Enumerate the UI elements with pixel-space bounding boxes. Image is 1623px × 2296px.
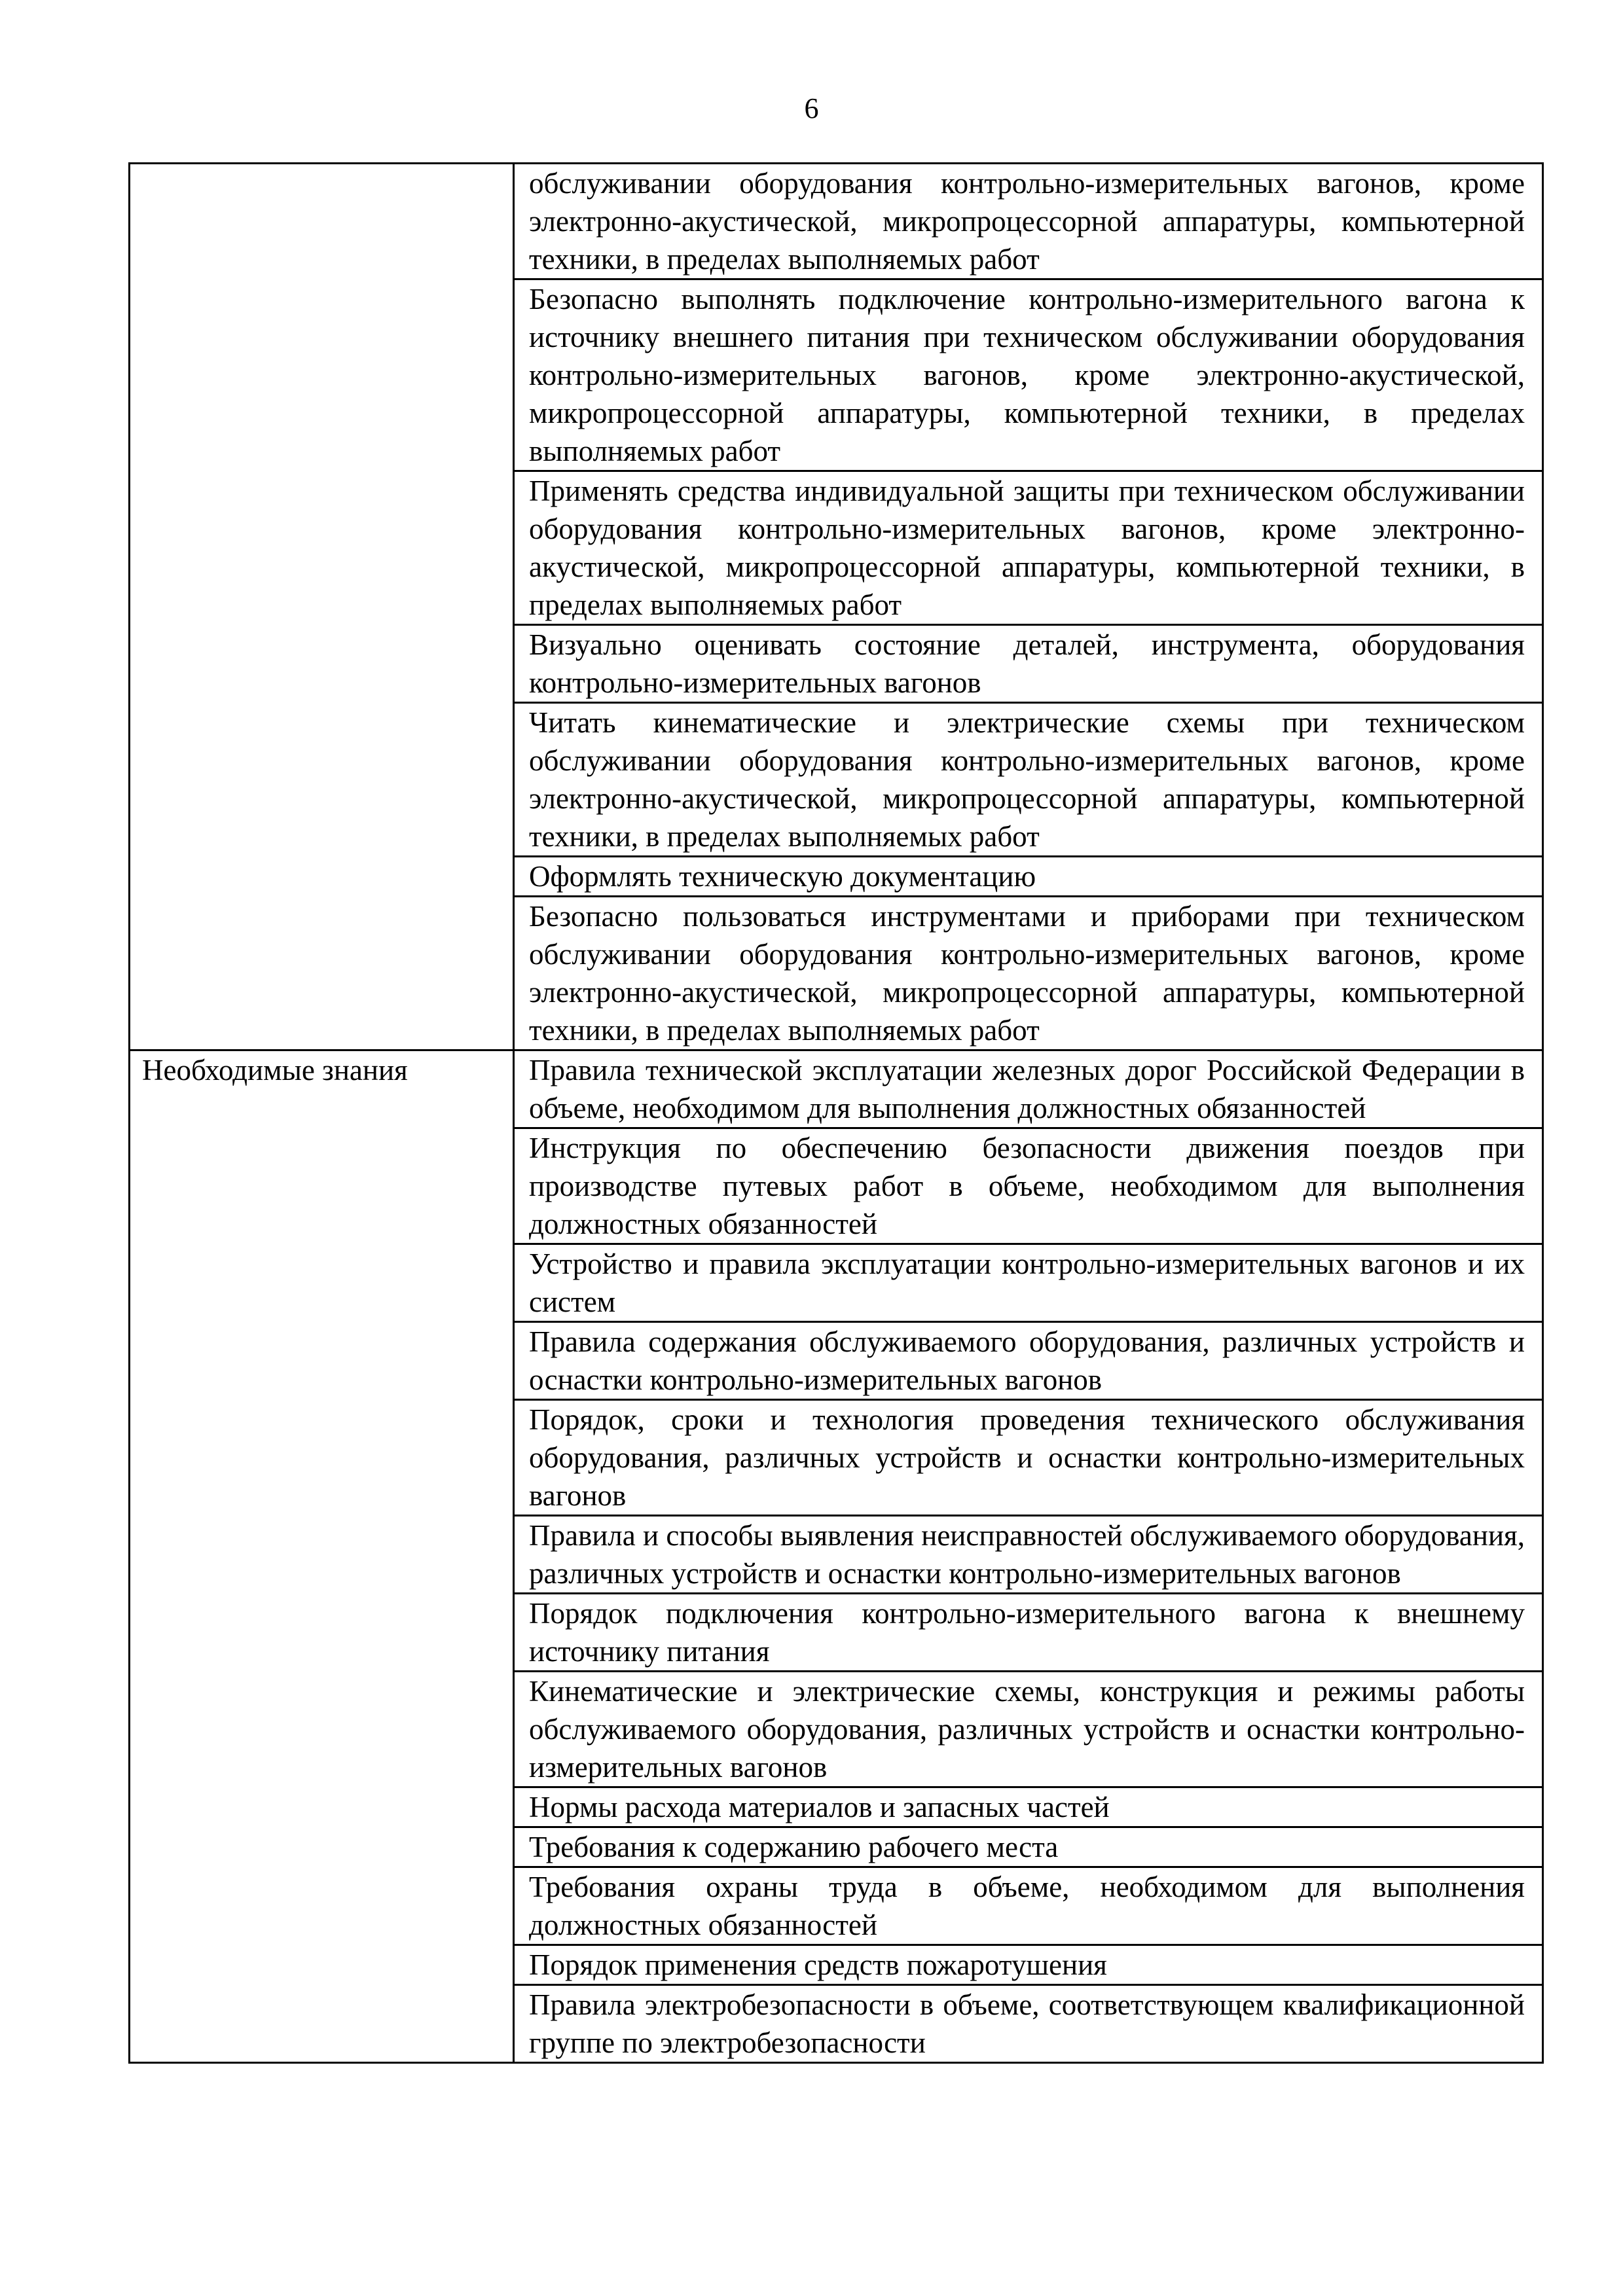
- knowledge-item: Кинематические и электрические схемы, конструкция и режимы работы обслуживаемого оборудования, различных устройств и оснастки контрольно-измерительных вагонов: [514, 1672, 1543, 1787]
- requirements-table: [128, 162, 1544, 2064]
- skills-label-cell-continued: [130, 164, 514, 1050]
- table-row: [130, 164, 1543, 279]
- skill-item: Читать кинематические и электрические схемы при техническом обслуживании оборудования контрольно-измерительных вагонов, кроме электронно-акустической, микропроцессорной аппаратуры, компьютерной техники, в пределах выполняемых работ: [514, 703, 1543, 857]
- knowledge-item: Устройство и правила эксплуатации контрольно-измерительных вагонов и их систем: [514, 1244, 1543, 1322]
- knowledge-item: Правила содержания обслуживаемого оборудования, различных устройств и оснастки контрольно-измерительных вагонов: [514, 1322, 1543, 1400]
- table-row: [130, 1050, 1543, 1128]
- knowledge-label-cell: Необходимые знания: [130, 1050, 514, 2063]
- knowledge-item: Инструкция по обеспечению безопасности движения поездов при производстве путевых работ в объеме, необходимом для выполнения должностных обязанностей: [514, 1128, 1543, 1244]
- skill-item: Безопасно пользоваться инструментами и приборами при техническом обслуживании оборудования контрольно-измерительных вагонов, кроме электронно-акустической, микропроцессорной аппаратуры, компьютерной техники, в пределах выполняемых работ: [514, 897, 1543, 1050]
- knowledge-item: Порядок применения средств пожаротушения: [514, 1945, 1543, 1985]
- skill-item: обслуживании оборудования контрольно-измерительных вагонов, кроме электронно-акустической, микропроцессорной аппаратуры, компьютерной техники, в пределах выполняемых работ: [514, 164, 1543, 279]
- knowledge-item: Нормы расхода материалов и запасных частей: [514, 1787, 1543, 1827]
- knowledge-item: Правила и способы выявления неисправностей обслуживаемого оборудования, различных устройств и оснастки контрольно-измерительных вагонов: [514, 1516, 1543, 1594]
- skill-item: Оформлять техническую документацию: [514, 857, 1543, 897]
- skill-item: Безопасно выполнять подключение контрольно-измерительного вагона к источнику внешнего питания при техническом обслуживании оборудования контрольно-измерительных вагонов, кроме электронно-акустической, микропроцессорной аппаратуры, компьютерной техники, в пределах выполняемых работ: [514, 279, 1543, 471]
- knowledge-item: Порядок подключения контрольно-измерительного вагона к внешнему источнику питания: [514, 1594, 1543, 1672]
- knowledge-item: Правила электробезопасности в объеме, соответствующем квалификационной группе по электробезопасности: [514, 1985, 1543, 2063]
- knowledge-item: Требования охраны труда в объеме, необходимом для выполнения должностных обязанностей: [514, 1867, 1543, 1945]
- knowledge-item: Порядок, сроки и технология проведения технического обслуживания оборудования, различных устройств и оснастки контрольно-измерительных вагонов: [514, 1400, 1543, 1516]
- knowledge-item: Правила технической эксплуатации железных дорог Российской Федерации в объеме, необходимом для выполнения должностных обязанностей: [514, 1050, 1543, 1128]
- skill-item: Визуально оценивать состояние деталей, инструмента, оборудования контрольно-измерительных вагонов: [514, 625, 1543, 703]
- page-number: 6: [804, 92, 819, 124]
- knowledge-item: Требования к содержанию рабочего места: [514, 1827, 1543, 1867]
- skill-item: Применять средства индивидуальной защиты при техническом обслуживании оборудования контрольно-измерительных вагонов, кроме электронно-акустической, микропроцессорной аппаратуры, компьютерной техники, в пределах выполняемых работ: [514, 471, 1543, 625]
